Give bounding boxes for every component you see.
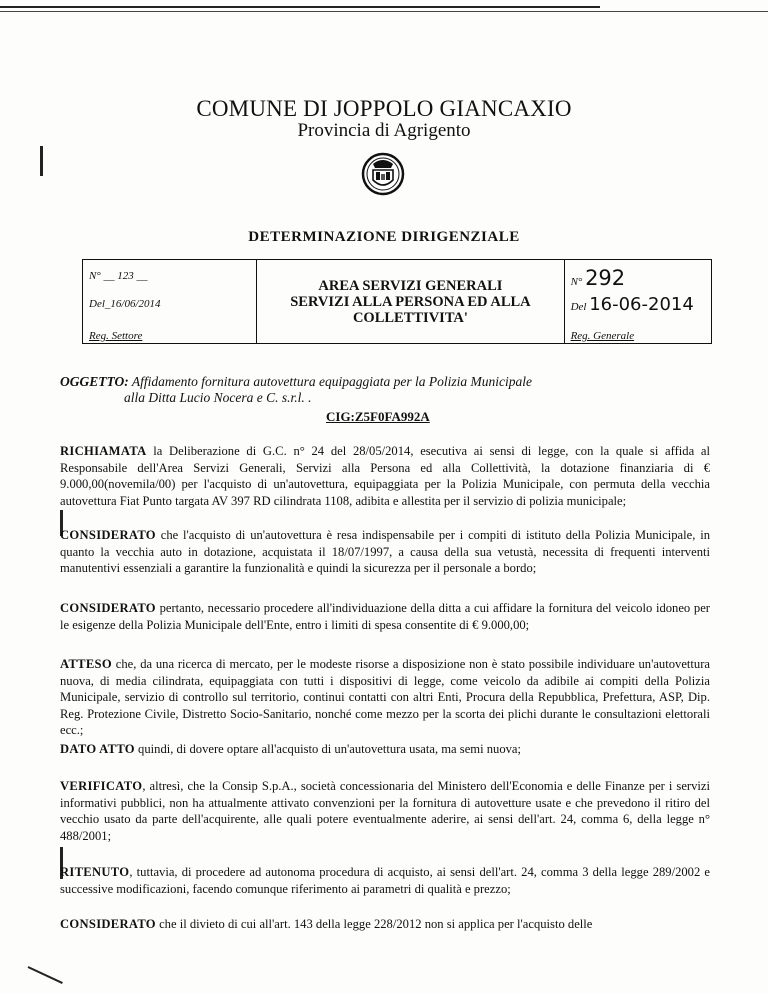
settore-number: N° __ 123 __ — [89, 270, 148, 282]
scan-corner-mark — [28, 966, 63, 984]
paragraph-text: che il divieto di cui all'art. 143 della legge 228/2012 non si applica per l'acquisto delle — [155, 917, 593, 931]
paragraph-lead: CONSIDERATO — [60, 917, 156, 931]
generale-date-handwritten: 16-06-2014 — [589, 294, 694, 315]
scan-margin-mark — [40, 146, 43, 176]
generale-number-handwritten: 292 — [585, 266, 626, 290]
settore-register-cell — [83, 260, 257, 344]
settore-label: Reg. Settore — [89, 330, 143, 342]
paragraph-text: quindi, di dovere optare all'acquisto di un'autovettura usata, ma semi nuova; — [134, 742, 522, 756]
paragraph-verificato — [60, 778, 710, 844]
municipal-crest-icon — [361, 152, 405, 196]
area-line-3: COLLETTIVITA' — [352, 309, 468, 326]
paragraph-lead: RICHIAMATA — [60, 444, 147, 458]
paragraph-text: , altresì, che la Consip S.p.A., società concessionaria del Ministero dell'Economia e delle Finanze per i servizi informativi pubblici, non ha attualmente attivato convenzioni per la fornitura di autovetture usate e che prevedono il ritiro del vecchio usato da parte dell'acquirente, alle quali potere eventualmente aderire, ai sensi dell'art. 24, comma 6, della legge n° 488/2001; — [60, 779, 710, 843]
comune-title: COMUNE DI JOPPOLO GIANCAXIO — [196, 96, 572, 121]
oggetto-line-2: alla Ditta Lucio Nocera e C. s.r.l. . — [124, 390, 312, 405]
generale-number-label: N° — [570, 276, 583, 288]
paragraph-considerato-1 — [60, 527, 710, 577]
paragraph-text: , tuttavia, di procedere ad autonoma procedura di acquisto, ai sensi dell'art. 24, comma 3 della legge 289/2002 e successive modificazioni, facendo comunque riferimento ai parametri di qualità e prezzo; — [60, 865, 710, 896]
generale-label: Reg. Generale — [570, 330, 635, 342]
oggetto-block — [60, 374, 710, 406]
paragraph-lead: RITENUTO — [60, 865, 130, 879]
area-line-1: AREA SERVIZI GENERALI — [318, 277, 503, 294]
oggetto-line-1: Affidamento fornitura autovettura equipaggiata per la Polizia Municipale — [131, 374, 532, 389]
scan-top-line-2 — [0, 11, 768, 12]
paragraph-text: la Deliberazione di G.C. n° 24 del 28/05/2014, esecutiva ai sensi di legge, con la quale si affida al Responsabile dell'Area Servizi Generali, Servizi alla Persona ed alla Collettività, la dotazione finanziaria di € 9.000,00(novemila/00) per l'acquisto di un'autovettura, equipaggiata per la Polizia Municipale, con permuta della vecchia autovettura Fiat Punto targata AV 397 RD cilindrata 1108, adibita e allestita per il servizio di polizia municipale; — [60, 444, 710, 508]
paragraph-considerato-3 — [60, 916, 710, 933]
paragraph-lead: CONSIDERATO — [60, 601, 156, 615]
paragraph-lead: CONSIDERATO — [60, 528, 156, 542]
cig-code: CIG:Z5F0FA992A — [326, 409, 430, 424]
paragraph-text: pertanto, necessario procedere all'individuazione della ditta a cui affidare la fornitura del veicolo idoneo per le esigenze della Polizia Municipale dell'Ente, entro i limiti di spesa consentite di € 9.000,00; — [60, 601, 710, 632]
area-heading-cell — [257, 260, 564, 344]
protocol-box — [82, 259, 712, 344]
paragraph-dato-atto — [60, 741, 710, 758]
scan-top-line — [0, 6, 600, 8]
provincia-subtitle: Provincia di Agrigento — [297, 120, 471, 141]
paragraph-text: che, da una ricerca di mercato, per le modeste risorse a disposizione non è stato possibile individuare un'autovettura nuova, di media cilindrata, equipaggiata con tutti i dispositivi di legge, come veicolo da adibile ai compiti della Polizia Municipale, servizio di controllo sul territorio, continui contatti con altri Enti, Procura della Repubblica, Prefettura, ASP, Dip. Reg. Protezione Civile, Distretto Socio-Sanitario, nonché come mezzo per la scorta dei plichi durante le consultazioni elettorali ecc.; — [60, 657, 710, 738]
document-type: DETERMINAZIONE DIRIGENZIALE — [248, 229, 520, 245]
paragraph-lead: ATTESO — [60, 657, 112, 671]
oggetto-label: OGGETTO: — [60, 374, 129, 389]
settore-date: Del_16/06/2014 — [89, 298, 161, 310]
paragraph-ritenuto — [60, 864, 710, 897]
paragraph-atteso — [60, 656, 710, 739]
paragraph-considerato-2 — [60, 600, 710, 633]
paragraph-richiamata — [60, 443, 710, 509]
paragraph-lead: VERIFICATO — [60, 779, 143, 793]
paragraph-text: che l'acquisto di un'autovettura è resa indispensabile per i compiti di istituto della Polizia Municipale, in quanto la vecchia auto in dotazione, acquistata il 18/07/1997, a causa della sua vetustà, necessita di frequenti interventi manutentivi essenziali a garantire la funzionalità e quindi la sicurezza per il personale a bordo; — [60, 528, 710, 576]
generale-date-label: Del — [570, 301, 587, 313]
paragraph-lead: DATO ATTO — [60, 742, 135, 756]
area-line-2: SERVIZI ALLA PERSONA ED ALLA — [290, 293, 531, 310]
generale-register-cell — [564, 260, 711, 344]
